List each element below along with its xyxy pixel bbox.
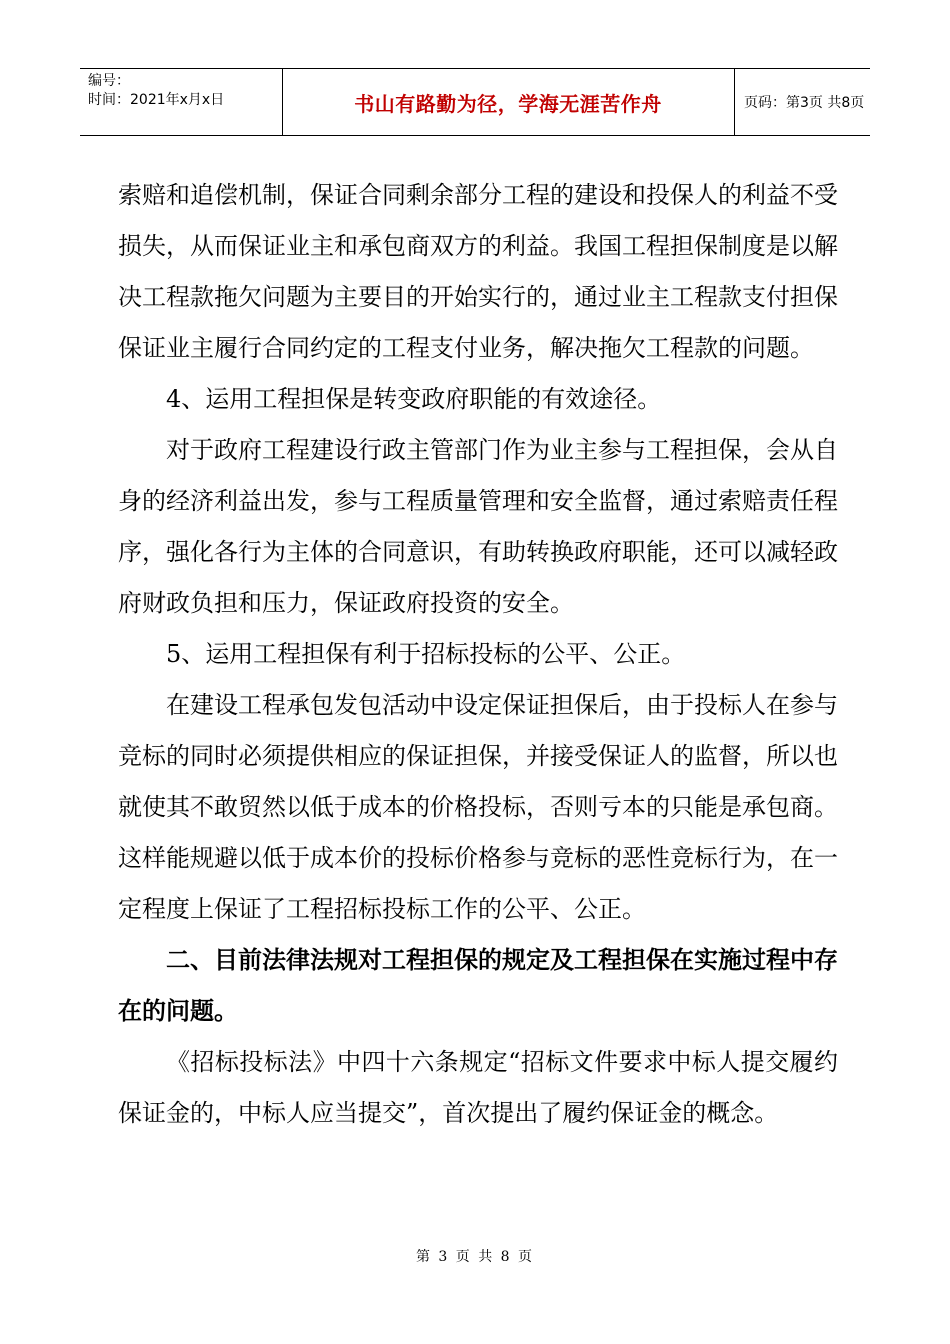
- paragraph-law: 《招标投标法》中四十六条规定“招标文件要求中标人提交履约保证金的，中标人应当提交”，首次提出了履约保证金的概念。: [118, 1048, 838, 1127]
- page-header: [80, 68, 870, 136]
- paragraph-government: 对于政府工程建设行政主管部门作为业主参与工程担保，会从自身的经济利益出发，参与工程质量管理和安全监督，通过索赔责任程序，强化各行为主体的合同意识，有助转换政府职能，还可以减轻政府财政负担和压力，保证政府投资的安全。: [118, 436, 838, 617]
- document-body: [118, 170, 838, 1139]
- paragraph-bidding: 在建设工程承包发包活动中设定保证担保后，由于投标人在参与竞标的同时必须提供相应的保证担保，并接受保证人的监督，所以也就使其不敢贸然以低于成本的价格投标，否则亏本的只能是承包商。这样能规避以低于成本价的投标价格参与竞标的恶性竞标行为，在一定程度上保证了工程招标投标工作的公平、公正。: [118, 691, 838, 923]
- motto-text: 书山有路勤为径，学海无涯苦作舟: [354, 91, 662, 116]
- header-motto-cell: [282, 69, 735, 135]
- section-heading-4: 4、运用工程担保是转变政府职能的有效途径。: [166, 385, 662, 413]
- chapter-heading-2: 二、目前法律法规对工程担保的规定及工程担保在实施过程中存在的问题。: [118, 946, 838, 1025]
- number-label: 编号：: [88, 73, 130, 89]
- header-meta-cell: [80, 69, 283, 135]
- header-page-cell: [734, 69, 870, 135]
- paragraph-continuation: 索赔和追偿机制，保证合同剩余部分工程的建设和投保人的利益不受损失，从而保证业主和承包商双方的利益。我国工程担保制度是以解决工程款拖欠问题为主要目的开始实行的，通过业主工程款支付担保保证业主履行合同约定的工程支付业务，解决拖欠工程款的问题。: [118, 181, 838, 362]
- page-footer: 第 3 页 共 8 页: [415, 1249, 535, 1265]
- date-label: 时间：2021年x月x日: [88, 92, 225, 108]
- section-heading-5: 5、运用工程担保有利于招标投标的公平、公正。: [166, 640, 686, 668]
- page-info: 页码：第3页 共8页: [744, 95, 865, 111]
